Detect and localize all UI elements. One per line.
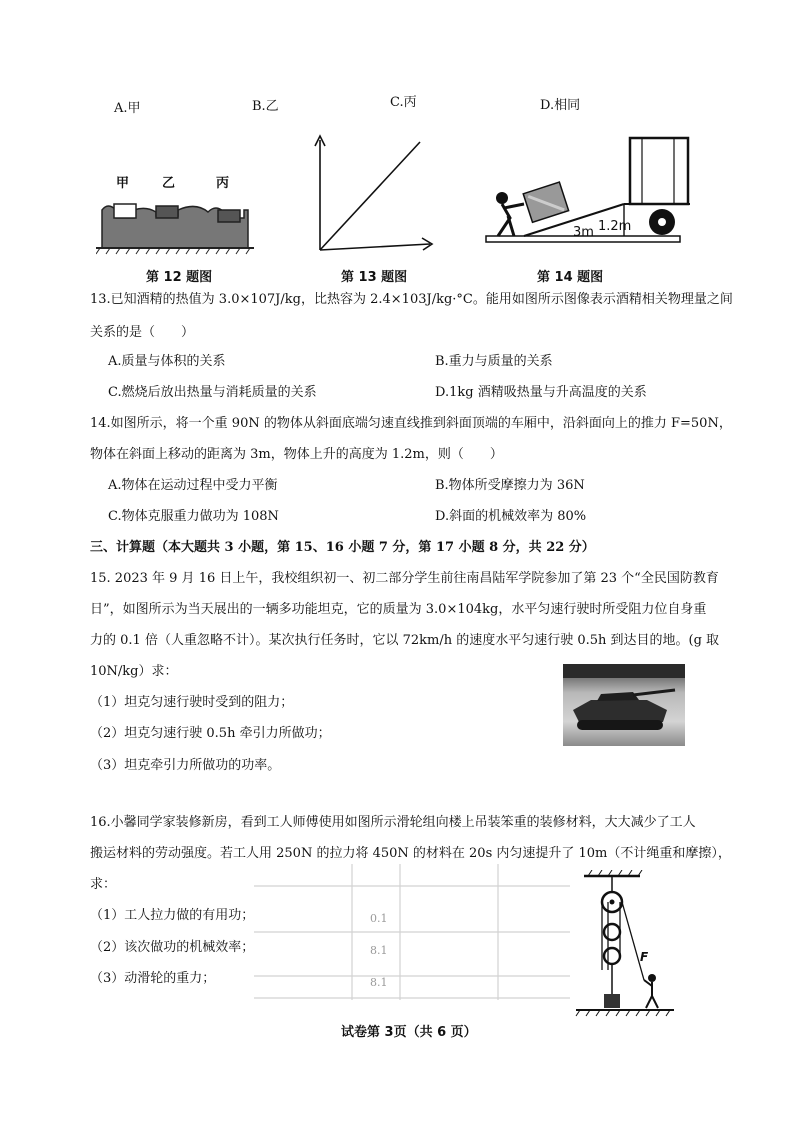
q15-sub3: （3）坦克牵引力所做功的功率。: [90, 758, 281, 773]
q14-caption: 第 14 题图: [537, 270, 604, 285]
q12-option-d: D.相同: [540, 98, 581, 113]
container-yi: [156, 206, 178, 218]
worker-head: [648, 974, 656, 982]
container-jia: [114, 204, 136, 218]
q14-stem-line2: 物体在斜面上移动的距离为 3m，物体上升的高度为 1.2m，则（ ）: [90, 447, 503, 462]
q16-sub2: （2）该次做功的机械效率；: [90, 940, 255, 955]
q14-height-label: 1.2m: [598, 219, 632, 234]
q14-option-c: C.物体克服重力做功为 108N: [108, 509, 279, 524]
q15-sub2: （2）坦克匀速行驶 0.5h 牵引力所做功；: [90, 726, 331, 741]
q15-line3: 力的 0.1 倍（人重忽略不计）。某次执行任务时，它以 72km/h 的速度水平匀速行驶 0.5h 到达目的地。(g 取: [90, 633, 720, 648]
bleed-through-grid: [240, 864, 580, 1004]
pull-rope: [622, 902, 644, 980]
fixed-pulley-2: [604, 924, 620, 940]
q12-label-yi: 乙: [162, 176, 176, 191]
q12-label-jia: 甲: [116, 176, 130, 191]
q16-sub1: （1）工人拉力做的有用功；: [90, 908, 255, 923]
bleed-mark-1: 0.1: [370, 912, 388, 925]
tank-hull: [573, 700, 667, 722]
q15-line1: 15. 2023 年 9 月 16 日上午，我校组织初一、初二部分学生前往南昌陆军学院参加了第 23 个“全民国防教育: [90, 571, 719, 586]
pulley-figure: [574, 870, 684, 1020]
tank-tracks: [577, 720, 663, 730]
q12-option-c: C.丙: [390, 95, 417, 110]
q14-option-d: D.斜面的机械效率为 80%: [435, 509, 587, 524]
load-block: [604, 994, 620, 1008]
q13-option-d: D.1kg 酒精吸热量与升高温度的关系: [435, 385, 647, 400]
q12-option-a: A.甲: [114, 101, 141, 116]
truck-box: [630, 138, 688, 204]
q14-option-b: B.物体所受摩擦力为 36N: [435, 478, 585, 493]
bleed-mark-3: 8.1: [370, 976, 388, 989]
q12-label-bing: 丙: [216, 176, 230, 191]
pulley-force-label: F: [640, 950, 649, 964]
q16-line2: 搬运材料的劳动强度。若工人用 250N 的拉力将 450N 的材料在 20s 内匀速提升了 10m（不计绳重和摩擦），: [90, 846, 731, 861]
q14-option-a: A.物体在运动过程中受力平衡: [108, 478, 278, 493]
pushed-box: [523, 182, 568, 222]
page-footer: 试卷第 3页（共 6 页）: [341, 1025, 477, 1040]
q15-line4: 10N/kg）求：: [90, 664, 178, 679]
q16-line1: 16.小馨同学家装修新房，看到工人师傅使用如图所示滑轮组向楼上吊装笨重的装修材料，大大减少了工人: [90, 815, 696, 830]
q13-stem-line2: 关系的是（ ）: [90, 325, 195, 340]
tank-photo: [563, 664, 685, 746]
bleed-mark-2: 8.1: [370, 944, 388, 957]
proportional-line: [320, 142, 420, 250]
q12-option-b: B.乙: [252, 99, 279, 114]
q12-caption: 第 12 题图: [146, 270, 213, 285]
q13-caption: 第 13 题图: [341, 270, 408, 285]
q13-option-b: B.重力与质量的关系: [435, 354, 553, 369]
section3-heading: 三、计算题（本大题共 3 小题，第 15、16 小题 7 分，第 17 小题 8 分，共 22 分）: [90, 540, 595, 555]
q14-slope-label: 3m: [573, 225, 594, 240]
q13-option-c: C.燃烧后放出热量与消耗质量的关系: [108, 385, 317, 400]
person-head: [496, 192, 508, 204]
container-bing: [218, 210, 240, 222]
q13-graph: [306, 132, 436, 256]
q15-line2: 日”，如图所示为当天展出的一辆多功能坦克，它的质量为 3.0×104kg，水平匀速行驶时所受阻力位自身重: [90, 602, 707, 617]
q13-option-a: A.质量与体积的关系: [108, 354, 226, 369]
movable-pulley: [604, 948, 620, 964]
q16-line3: 求：: [90, 877, 117, 892]
q16-sub3: （3）动滑轮的重力；: [90, 971, 216, 986]
q15-sub1: （1）坦克匀速行驶时受到的阻力；: [90, 695, 294, 710]
q14-stem-line1: 14.如图所示，将一个重 90N 的物体从斜面底端匀速直线推到斜面顶端的车厢中，沿斜面向上的推力 F=50N，: [90, 416, 732, 431]
q13-stem-line1: 13.已知酒精的热值为 3.0×107J/kg，比热容为 2.4×103J/kg·°C。能用如图所示图像表示酒精相关物理量之间: [90, 292, 733, 307]
